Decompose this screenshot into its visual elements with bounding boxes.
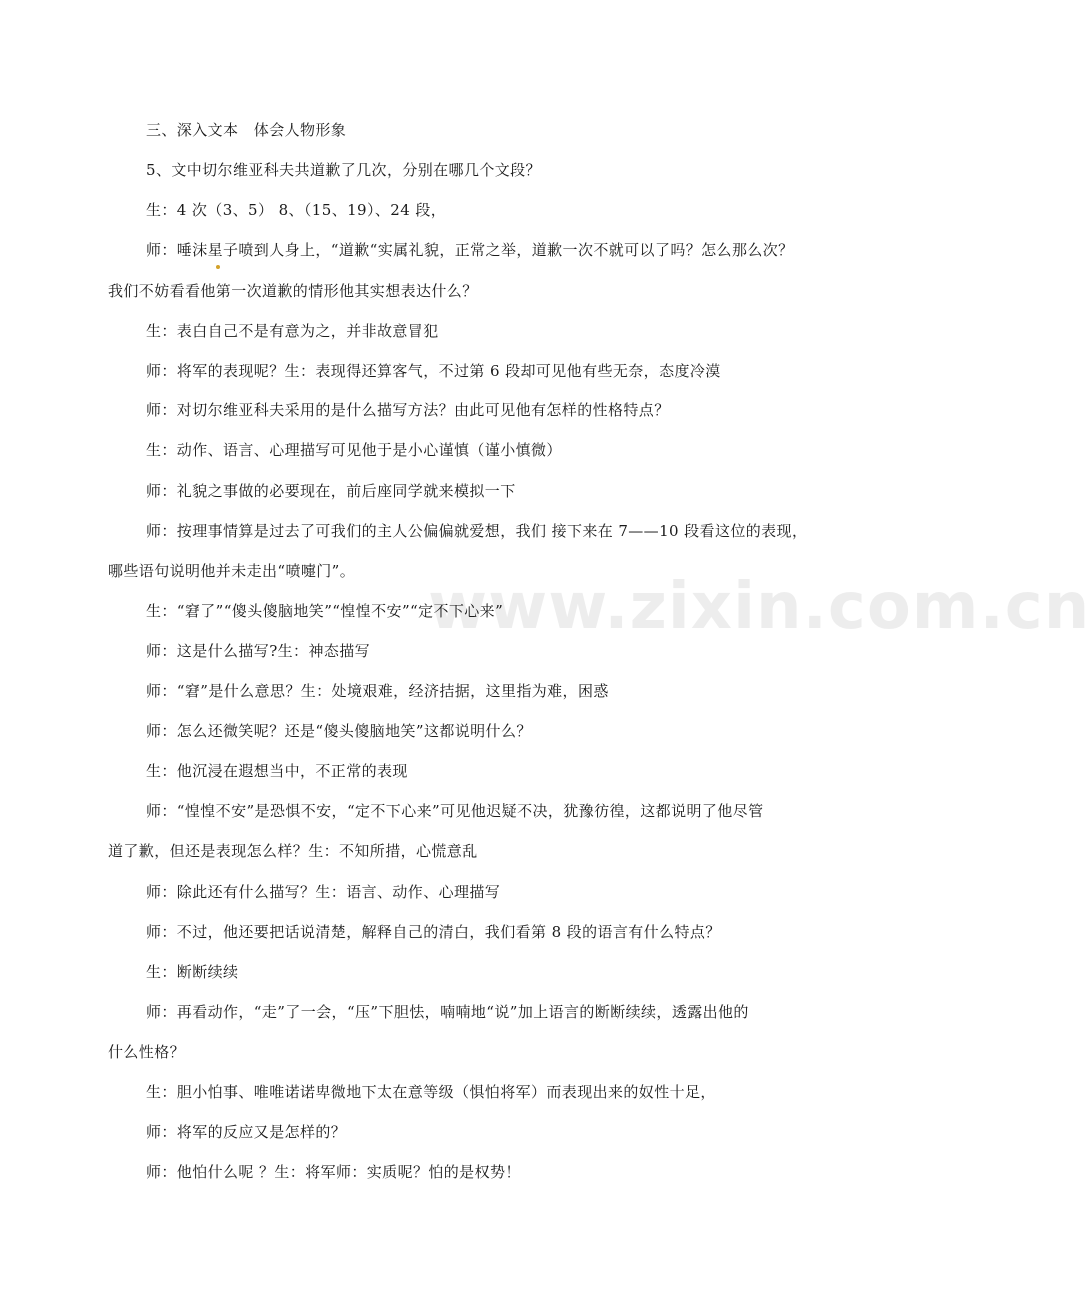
paragraph: 生：胆小怕事、唯唯诺诺卑微地下太在意等级（惧怕将军）而表现出来的奴性十足，	[146, 1083, 716, 1101]
paragraph: 师：再看动作，“走”了一会，“压”下胆怯，喃喃地“说”加上语言的断断续续，透露出他的	[146, 1003, 749, 1021]
paragraph: 师：他怕什么呢 ？生：将军师：实质呢？怕的是权势！	[146, 1163, 521, 1181]
paragraph: 生：他沉浸在遐想当中，不正常的表现	[146, 762, 408, 780]
yellow-dot-mark	[216, 265, 220, 269]
paragraph: 师：将军的表现呢？生：表现得还算客气，不过第 6 段却可见他有些无奈，态度冷漠	[146, 362, 721, 380]
question-5: 5、文中切尔维亚科夫共道歉了几次，分别在哪几个文段？	[146, 161, 541, 179]
paragraph: 师：礼貌之事做的必要现在，前后座同学就来模拟一下	[146, 482, 516, 500]
paragraph: 师：将军的反应又是怎样的？	[146, 1123, 347, 1141]
paragraph: 生：“窘了”“傻头傻脑地笑”“惶惶不安”“定不下心来”	[146, 602, 504, 620]
paragraph-continuation: 道了歉，但还是表现怎么样？生：不知所措，心慌意乱	[108, 842, 478, 860]
paragraph: 师：按理事情算是过去了可我们的主人公偏偏就爱想，我们 接下来在 7——10 段看这位的表现，	[146, 522, 808, 540]
paragraph-continuation: 什么性格？	[108, 1043, 186, 1061]
section-heading: 三、深入文本 体会人物形象	[146, 121, 347, 139]
paragraph: 师：对切尔维亚科夫采用的是什么描写方法？由此可见他有怎样的性格特点？	[146, 401, 670, 419]
paragraph: 生：4 次（3、5） 8、（15、19）、24 段，	[146, 201, 447, 219]
paragraph: 师：除此还有什么描写？生：语言、动作、心理描写	[146, 883, 501, 901]
paragraph-continuation: 哪些语句说明他并未走出“喷嚏门”。	[108, 562, 356, 580]
paragraph: 生：断断续续	[146, 963, 239, 981]
paragraph: 师：怎么还微笑呢？还是“傻头傻脑地笑”这都说明什么？	[146, 722, 532, 740]
paragraph: 生：表白自己不是有意为之，并非故意冒犯	[146, 322, 439, 340]
paragraph: 师：不过，他还要把话说清楚，解释自己的清白，我们看第 8 段的语言有什么特点？	[146, 923, 721, 941]
paragraph-continuation: 我们不妨看看他第一次道歉的情形他其实想表达什么？	[108, 282, 478, 300]
paragraph: 师：“窘”是什么意思？生：处境艰难，经济拮据，这里指为难，困惑	[146, 682, 609, 700]
paragraph: 师：这是什么描写?生：神态描写	[146, 642, 371, 660]
paragraph: 生：动作、语言、心理描写可见他于是小心谨慎（谨小慎微）	[146, 441, 562, 459]
watermark: www.zixin.com.cn	[428, 570, 1090, 644]
paragraph: 师：“惶惶不安”是恐惧不安，“定不下心来”可见他迟疑不决，犹豫彷徨，这都说明了他尽管	[146, 802, 764, 820]
paragraph: 师：唾沫星子喷到人身上，“道歉“实属礼貌，正常之举，道歉一次不就可以了吗？怎么那么次？	[146, 241, 794, 259]
